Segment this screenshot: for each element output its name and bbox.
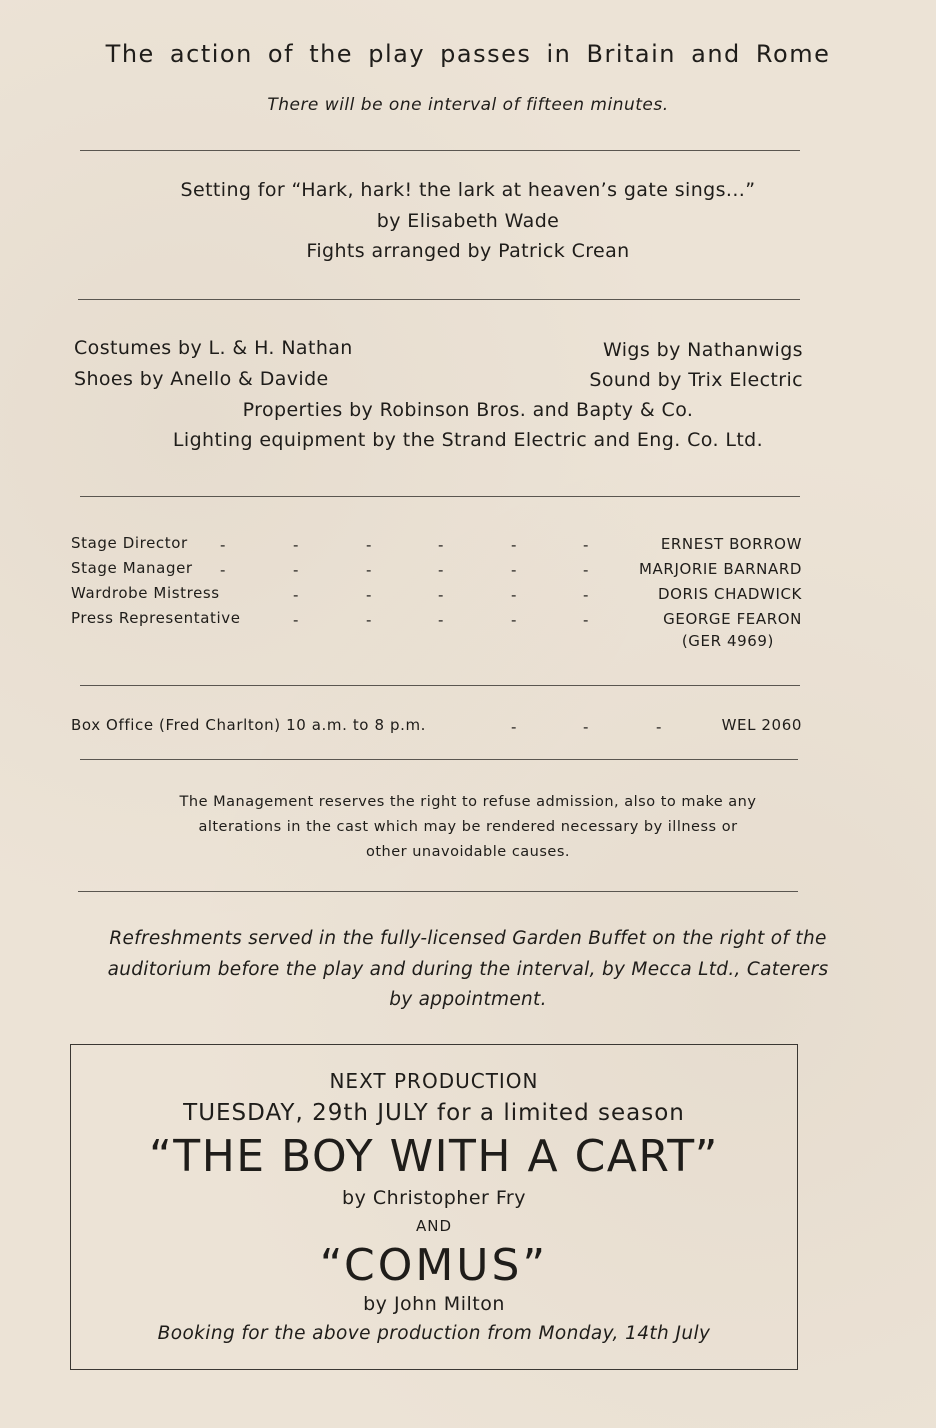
box-office-label: Box Office (Fred Charlton) 10 a.m. to 8 p.m. — [71, 716, 427, 734]
next-production-date: TUESDAY, 29th JULY for a limited season — [183, 1100, 685, 1126]
refreshments-line: auditorium before the play and during the interval, by Mecca Ltd., Caterers — [107, 959, 829, 980]
production-title-2: “COMUS” — [319, 1240, 549, 1291]
staff-name: GEORGE FEARON — [663, 610, 802, 628]
composer-credit: by Elisabeth Wade — [376, 210, 560, 232]
properties-credit: Properties by Robinson Bros. and Bapty & Co. — [242, 399, 694, 421]
divider — [80, 759, 798, 760]
box-office-phone: WEL 2060 — [721, 716, 802, 734]
programme-page: The action of the play passes in Britain and Rome There will be one interval of fifteen minutes. Setting for “Hark, hark! the lark at heaven’s gate sings...” by Elisabeth Wade Fights arranged by Patrick Crean Costumes by L. & H. Nathan Wigs by Nathanwigs Shoes by Anello & Davide Sound by Trix Electric Properties by Robinson Bros. and Bapty & Co. Lighting equipment by the Strand Electric and Eng. Co. Ltd. Stage Director ERNEST BORROW Stage Manager MARJORIE BARNARD Wardrobe Mistress DORIS CHADWICK Press Representative GEORGE FEARON (GER 4969) - - - - - - - - - - - - - - - - - - - - - - Box Office (Fred Charlton) 10 a.m. to 8 p.m. - - - WEL 2060 The Management reserves the right to refuse admission, also to make any alterations in the cast which may be rendered necessary by illness or other unavoidable causes. Refreshments served in the fully-licensed Garden Buffet on the right of the auditorium before the play and during the interval, by Mecca Ltd., Caterers by appointment. NEXT PRODUCTION TUESDAY, 29th JULY for a limited season “THE BOY WITH A CART” by Christopher Fry AND “COMUS” by John Milton Booking for the above production from Monday, 14th July — [0, 0, 936, 1428]
management-notice-line: other unavoidable causes. — [365, 844, 571, 860]
refreshments-line: by appointment. — [389, 989, 547, 1010]
production-title-1: “THE BOY WITH A CART” — [149, 1131, 719, 1182]
press-phone-note: (GER 4969) — [681, 632, 774, 650]
refreshments-line: Refreshments served in the fully-licensed Garden Buffet on the right of the — [109, 928, 827, 949]
divider — [78, 299, 800, 300]
next-production-heading: NEXT PRODUCTION — [329, 1069, 539, 1093]
author-credit-1: by Christopher Fry — [342, 1187, 526, 1209]
costumes-credit: Costumes by L. & H. Nathan — [74, 337, 353, 359]
management-notice-line: alterations in the cast which may be rendered necessary by illness or — [198, 819, 738, 835]
staff-name: MARJORIE BARNARD — [639, 560, 802, 578]
management-notice-line: The Management reserves the right to refuse admission, also to make any — [179, 794, 757, 810]
play-setting-note: The action of the play passes in Britain and Rome — [105, 40, 831, 68]
staff-role: Wardrobe Mistress — [71, 584, 220, 602]
divider — [80, 150, 800, 151]
staff-name: ERNEST BORROW — [660, 535, 802, 553]
next-production-box — [70, 1044, 798, 1370]
shoes-credit: Shoes by Anello & Davide — [74, 368, 329, 390]
wigs-credit: Wigs by Nathanwigs — [602, 339, 803, 361]
song-setting-credit: Setting for “Hark, hark! the lark at heaven’s gate sings...” — [180, 179, 756, 201]
and-label: AND — [415, 1217, 453, 1235]
divider — [78, 891, 798, 892]
divider — [80, 496, 800, 497]
author-credit-2: by John Milton — [363, 1293, 505, 1315]
staff-role: Stage Manager — [71, 559, 193, 577]
staff-name: DORIS CHADWICK — [657, 585, 802, 603]
staff-role: Press Representative — [71, 609, 241, 627]
lighting-credit: Lighting equipment by the Strand Electric and Eng. Co. Ltd. — [172, 429, 764, 451]
interval-note: There will be one interval of fifteen minutes. — [267, 95, 669, 115]
fights-credit: Fights arranged by Patrick Crean — [306, 240, 630, 262]
booking-note: Booking for the above production from Monday, 14th July — [157, 1323, 711, 1344]
sound-credit: Sound by Trix Electric — [589, 369, 803, 391]
divider — [80, 685, 800, 686]
staff-role: Stage Director — [71, 534, 188, 552]
